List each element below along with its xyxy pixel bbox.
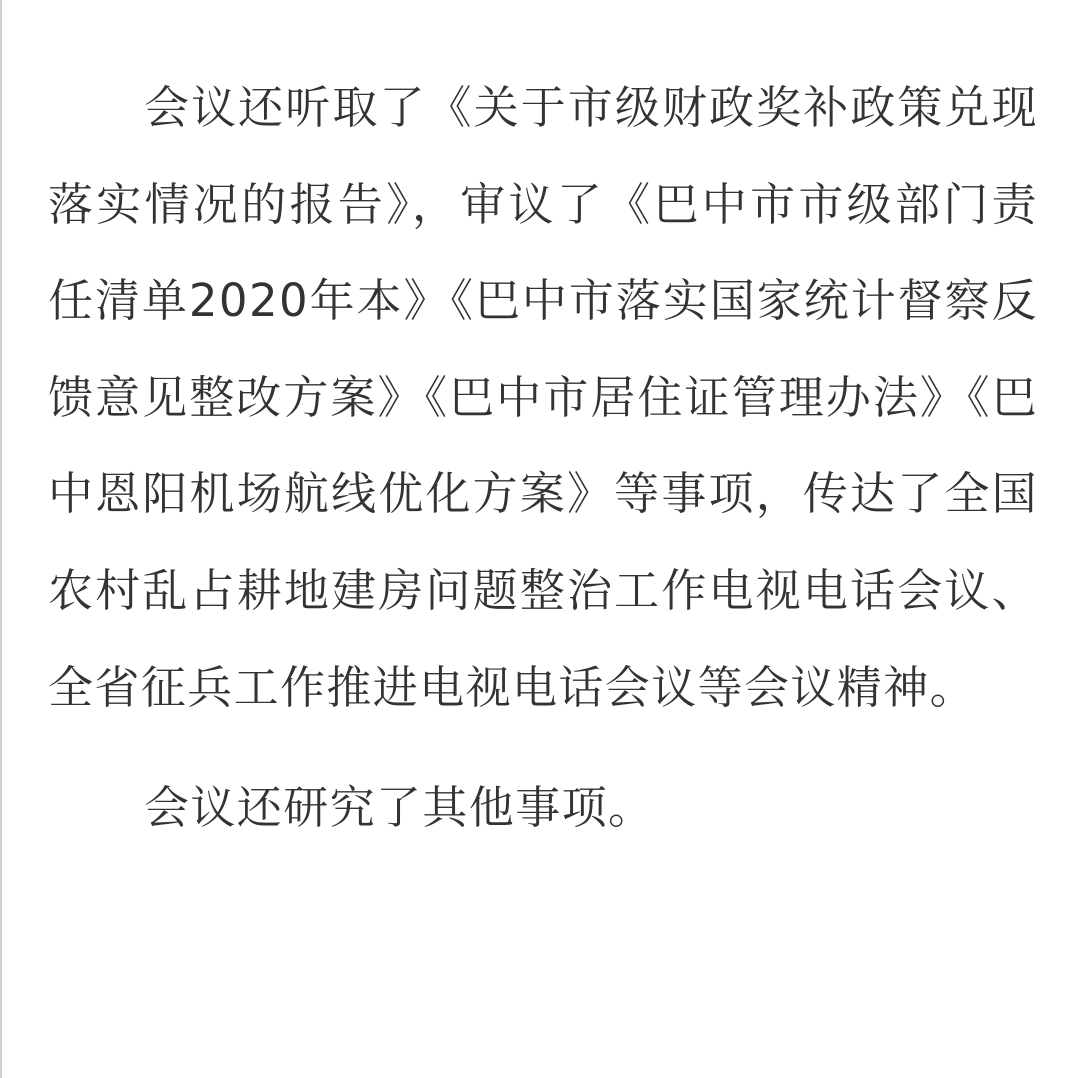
article-paragraph-other-matters: 会议还研究了其他事项。	[144, 781, 655, 835]
article-paragraph-meeting-reports: 会议还听取了《关于市级财政奖补政策兑现落实情况的报告》，审议了《巴中市市级部门责任清单2020年本》《巴中市落实国家统计督察反馈意见整改方案》《巴中市居住证管理办法》《巴中恩阳机场航线优化方案》等事项，传达了全国农村乱占耕地建房问题整治工作电视电话会议、全省征兵工作推进电视电话会议等会议精神。	[48, 81, 1038, 714]
page-left-border	[0, 0, 2, 1078]
article-body	[48, 60, 1038, 857]
